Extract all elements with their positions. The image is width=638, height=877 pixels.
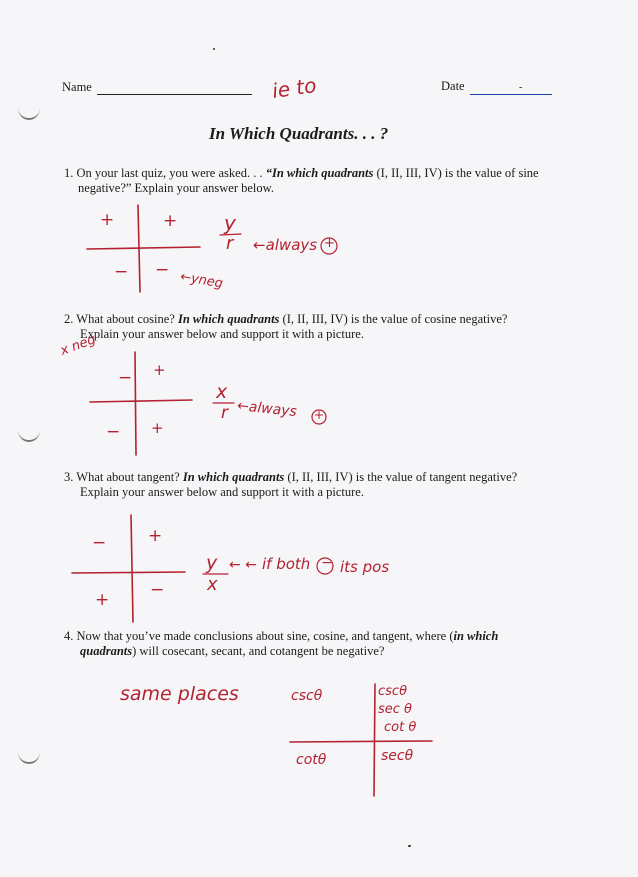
question-text: Explain your answer below and support it with a picture.	[80, 327, 364, 341]
q3-note: if both	[262, 555, 311, 573]
q2-horizontal-axis	[90, 400, 192, 402]
q3-numerator: y	[206, 552, 218, 574]
q4-right-top-1: cscθ	[378, 684, 408, 699]
q4-right-bottom: secθ	[381, 748, 414, 764]
name-label: Name	[62, 80, 92, 94]
question-number: 1.	[64, 166, 74, 180]
q2-corner-note: x neg	[58, 332, 98, 359]
scan-speck	[408, 845, 411, 847]
q4-right-top-2: sec θ	[378, 702, 413, 717]
question-emphasis: In which quadrants	[177, 312, 280, 326]
q3-arrows: ← ←	[229, 557, 257, 573]
question-number: 2.	[64, 312, 74, 326]
question-text: (I, II, III, IV) is the value of tangent negative?	[284, 470, 518, 484]
q2-sign-q4: +	[151, 419, 164, 437]
q1-below-note: ←yneg	[179, 269, 225, 292]
question-emphasis: “In which quadrants	[265, 166, 374, 180]
q3-horizontal-axis	[72, 572, 185, 573]
question-text: (I, II, III, IV) is the value of sine	[373, 166, 539, 180]
q1-sign-q4: −	[155, 260, 170, 280]
q3-vertical-axis	[131, 515, 133, 622]
question-number: 4.	[64, 629, 74, 643]
q3-sign-q2: −	[92, 533, 107, 553]
q1-horizontal-axis	[87, 247, 200, 249]
q1-denominator: r	[226, 233, 234, 254]
q4-vertical-axis	[374, 684, 375, 796]
question-emphasis: quadrants	[80, 644, 133, 658]
q4-left-bottom: cotθ	[296, 752, 327, 768]
q3-tail-note: its pos	[340, 558, 390, 576]
q2-circle-sign: +	[314, 408, 325, 422]
q3-sign-q4: −	[150, 580, 165, 600]
question-text: Now that you’ve made conclusions about sine, cosine, and tangent, where (	[76, 629, 454, 643]
q2-denominator: r	[221, 403, 228, 423]
page-title: In Which Quadrants. . . ?	[209, 124, 389, 143]
question-number: 3.	[64, 470, 74, 484]
q2-sign-q1: +	[153, 361, 166, 379]
q3-sign-q3: +	[95, 590, 110, 610]
q1-sign-q3: −	[114, 262, 129, 282]
question-text: ) will cosecant, secant, and cotangent be negative?	[132, 644, 385, 658]
question-text: Explain your answer below and support it with a picture.	[80, 485, 364, 499]
q1-numerator: y	[224, 211, 236, 235]
q1-note: ←always	[253, 236, 318, 254]
question-text: (I, II, III, IV) is the value of cosine negative?	[279, 312, 508, 326]
q2-sign-q2: −	[118, 368, 133, 388]
q4-same-places: same places	[120, 683, 239, 705]
name-handwriting: ie to	[270, 73, 318, 103]
q3-denominator: x	[207, 574, 218, 595]
question-text: On your last quiz, you were asked. . .	[76, 166, 266, 180]
q1-sign-q2: +	[100, 210, 115, 230]
q3-circle-sign: −	[321, 555, 333, 571]
q1-circle-sign: +	[324, 236, 335, 251]
question-text: What about cosine?	[76, 312, 178, 326]
q2-note: ←always	[236, 397, 298, 421]
q2-vertical-axis	[135, 352, 136, 455]
question-emphasis: in which	[453, 629, 499, 643]
q2-numerator: x	[216, 381, 228, 403]
date-label: Date	[441, 79, 465, 93]
q1-sign-q1: +	[163, 211, 178, 231]
date-value: -	[519, 82, 523, 93]
question-text: negative?” Explain your answer below.	[78, 181, 274, 195]
q3-sign-q1: +	[148, 526, 163, 546]
q4-left-top: cscθ	[291, 688, 323, 704]
question-text: What about tangent?	[76, 470, 183, 484]
scan-speck	[213, 48, 215, 50]
question-emphasis: In which quadrants	[182, 470, 285, 484]
q2-sign-q3: −	[106, 422, 121, 442]
q4-horizontal-axis	[290, 741, 432, 742]
q4-right-top-3: cot θ	[384, 720, 417, 735]
